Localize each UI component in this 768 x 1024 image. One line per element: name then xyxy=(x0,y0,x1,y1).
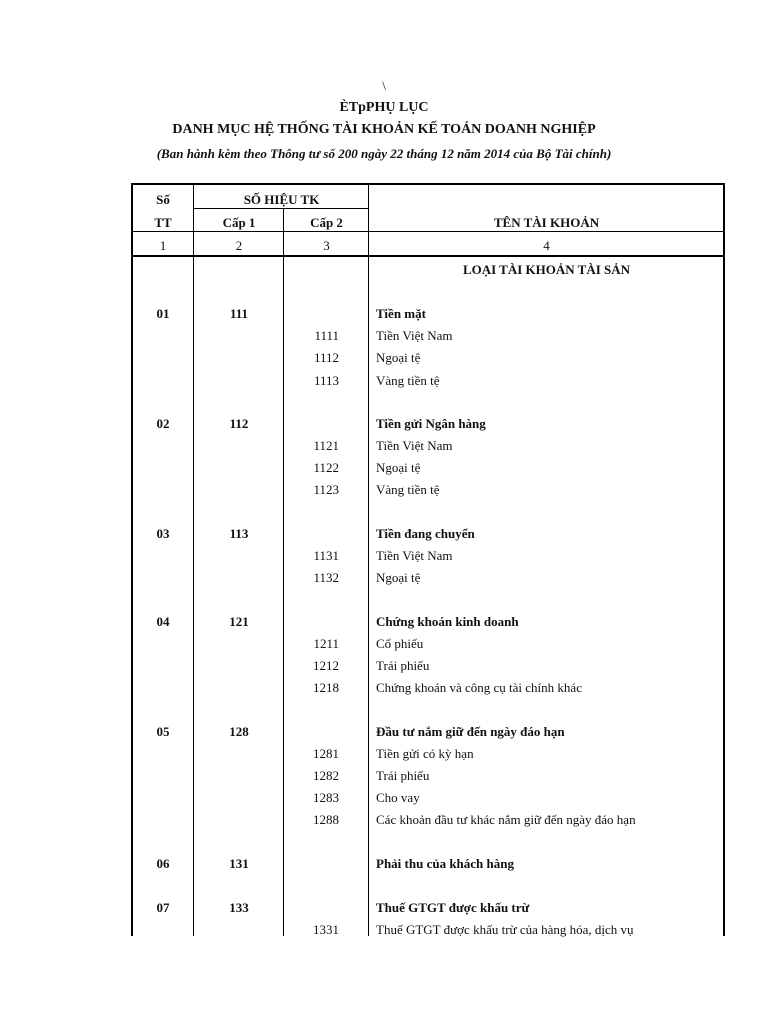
row-cap1: 128 xyxy=(229,724,249,739)
row-cap2: 1282 xyxy=(313,768,339,783)
table-row xyxy=(0,746,768,764)
header-so: Số xyxy=(156,192,170,207)
table-row xyxy=(0,548,768,566)
row-cap2: 1132 xyxy=(313,570,339,585)
row-cap2: 1121 xyxy=(313,438,339,453)
column-number-2: 2 xyxy=(235,238,243,253)
row-cap1: 111 xyxy=(229,306,249,321)
table-row xyxy=(0,438,768,456)
row-name: Thuế GTGT được khấu trừ của hàng hóa, dịch vụ xyxy=(376,922,634,937)
column-number-4: 4 xyxy=(543,238,550,253)
so-hieu-underline xyxy=(194,208,369,209)
row-name: Cho vay xyxy=(376,790,420,805)
table-row xyxy=(0,856,768,874)
row-name: Chứng khoán kinh doanh xyxy=(376,614,519,629)
header-ten-tai-khoan: TÊN TÀI KHOẢN xyxy=(493,215,600,230)
row-name: Tiền Việt Nam xyxy=(376,438,453,453)
header-tt: TT xyxy=(154,215,172,230)
table-row xyxy=(0,306,768,324)
table-row xyxy=(0,350,768,368)
row-stt: 03 xyxy=(156,526,170,541)
document-subtitle: (Ban hành kèm theo Thông tư số 200 ngày 22 tháng 12 năm 2014 của Bộ Tài chính) xyxy=(156,146,612,161)
row-stt: 02 xyxy=(156,416,170,431)
row-cap2: 1211 xyxy=(313,636,339,651)
row-name: Tiền Việt Nam xyxy=(376,548,453,563)
row-name: Tiền mặt xyxy=(376,306,426,321)
header-cap1: Cấp 1 xyxy=(222,215,256,230)
column-number-3: 3 xyxy=(323,238,330,253)
document-title: DANH MỤC HỆ THỐNG TÀI KHOẢN KẾ TOÁN DOANH NGHIỆP xyxy=(172,122,596,137)
row-stt: 06 xyxy=(156,856,170,871)
row-name: Trái phiếu xyxy=(376,658,430,673)
row-name: Tiền đang chuyển xyxy=(376,526,475,541)
table-row xyxy=(0,790,768,808)
row-stt: 01 xyxy=(156,306,170,321)
row-cap2: 1283 xyxy=(313,790,339,805)
row-stt: 04 xyxy=(156,614,170,629)
row-cap2: 1112 xyxy=(313,350,339,365)
row-cap2: 1111 xyxy=(314,328,339,343)
table-row xyxy=(0,768,768,786)
row-name: Đầu tư nắm giữ đến ngày đáo hạn xyxy=(376,724,565,739)
row-name: Ngoại tệ xyxy=(376,460,421,475)
row-cap2: 1281 xyxy=(313,746,339,761)
row-name: Cổ phiếu xyxy=(376,636,424,651)
appendix-heading: ÈTpPHỤ LỤC xyxy=(339,100,429,115)
row-name: Ngoại tệ xyxy=(376,570,421,585)
row-name: Tiền gửi có kỳ hạn xyxy=(376,746,474,761)
table-row xyxy=(0,526,768,544)
row-name: Phải thu của khách hàng xyxy=(376,856,514,871)
table-row xyxy=(0,724,768,742)
row-name: Ngoại tệ xyxy=(376,350,421,365)
table-row xyxy=(0,416,768,434)
table-row xyxy=(0,636,768,654)
row-name: Tiền Việt Nam xyxy=(376,328,453,343)
row-name: Tiền gửi Ngân hàng xyxy=(376,416,486,431)
table-row xyxy=(0,482,768,500)
header-cap2: Cấp 2 xyxy=(310,215,343,230)
row-cap1: 131 xyxy=(229,856,249,871)
row-cap2: 1218 xyxy=(313,680,339,695)
table-row xyxy=(0,373,768,391)
table-row xyxy=(0,680,768,698)
row-cap2: 1212 xyxy=(313,658,339,673)
row-cap1: 121 xyxy=(229,614,249,629)
column-number-divider xyxy=(131,255,725,257)
row-cap1: 113 xyxy=(229,526,249,541)
table-top-border xyxy=(131,183,725,185)
row-stt: 07 xyxy=(156,900,170,915)
header-so-hieu-tk: SỐ HIỆU TK xyxy=(243,192,320,207)
row-cap1: 133 xyxy=(229,900,249,915)
row-cap2: 1131 xyxy=(313,548,339,563)
row-name: Các khoản đầu tư khác nắm giữ đến ngày đáo hạn xyxy=(376,812,636,827)
row-name: Vàng tiền tệ xyxy=(376,482,440,497)
row-cap2: 1331 xyxy=(313,922,339,937)
table-row xyxy=(0,658,768,676)
row-name: Vàng tiền tệ xyxy=(376,373,440,388)
row-cap2: 1122 xyxy=(313,460,339,475)
row-name: Chứng khoán và công cụ tài chính khác xyxy=(376,680,582,695)
row-cap2: 1123 xyxy=(313,482,339,497)
row-name: Trái phiếu xyxy=(376,768,430,783)
table-row xyxy=(0,328,768,346)
column-number-1: 1 xyxy=(159,238,167,253)
table-row xyxy=(0,570,768,588)
table-row xyxy=(0,460,768,478)
row-cap2: 1288 xyxy=(313,812,339,827)
table-row xyxy=(0,900,768,918)
table-row xyxy=(0,614,768,632)
row-stt: 05 xyxy=(156,724,170,739)
table-row xyxy=(0,922,768,940)
section-heading: LOẠI TÀI KHOẢN TÀI SẢN xyxy=(462,262,631,277)
backslash-mark: \ xyxy=(382,78,386,93)
row-cap2: 1113 xyxy=(313,373,339,388)
row-name: Thuế GTGT được khấu trừ xyxy=(376,900,530,915)
header-divider xyxy=(131,231,725,232)
row-cap1: 112 xyxy=(229,416,249,431)
table-row xyxy=(0,812,768,830)
